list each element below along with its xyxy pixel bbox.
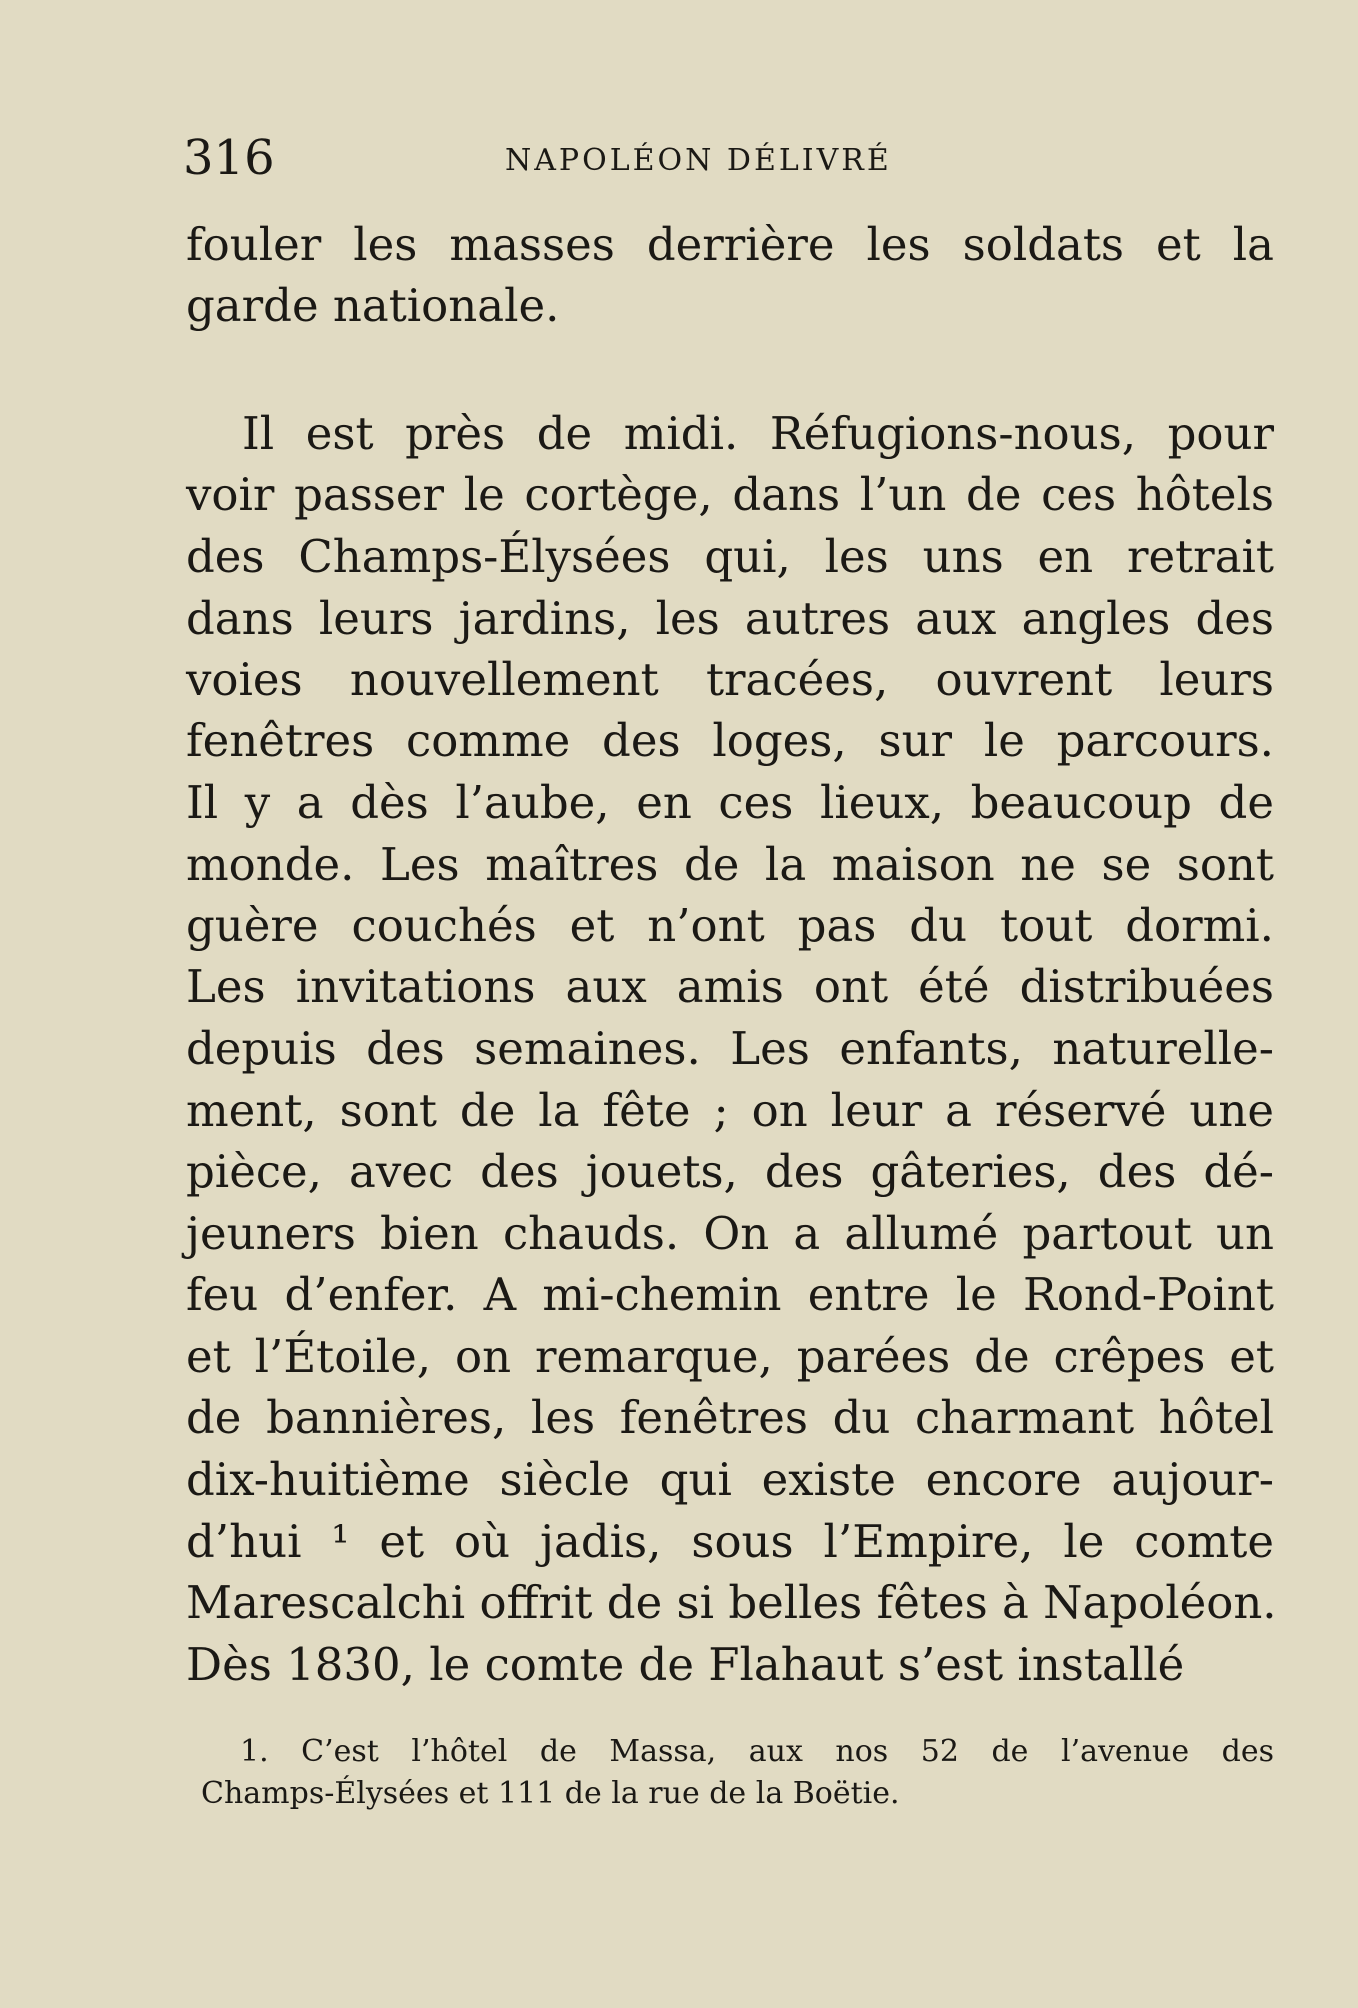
- text-line: de bannières, les fenêtres du charmant hôtel: [186, 1391, 1274, 1444]
- text-line: feu d’enfer. A mi-chemin entre le Rond-Point: [186, 1268, 1274, 1321]
- text-line: Il est près de midi. Réfugions-nous, pour: [242, 407, 1274, 460]
- text-line: d’hui ¹ et où jadis, sous l’Empire, le comte: [186, 1515, 1274, 1568]
- text-line: Marescalchi offrit de si belles fêtes à Napoléon.: [186, 1576, 1277, 1629]
- footnote-line: Champs-Élysées et 111 de la rue de la Boëtie.: [201, 1776, 900, 1811]
- text-line: ment, sont de la fête ; on leur a réservé une: [186, 1084, 1274, 1137]
- text-line: des Champs-Élysées qui, les uns en retrait: [186, 530, 1274, 583]
- text-line: guère couchés et n’ont pas du tout dormi.: [186, 899, 1274, 952]
- text-line: Les invitations aux amis ont été distribuées: [186, 960, 1274, 1013]
- page-header: [183, 123, 1270, 193]
- footnote-line: 1. C’est l’hôtel de Massa, aux nos 52 de l’avenue des: [240, 1734, 1274, 1769]
- text-line: fenêtres comme des loges, sur le parcours.: [186, 714, 1274, 767]
- text-line: jeuners bien chauds. On a allumé partout un: [186, 1207, 1274, 1260]
- page-number: 316: [183, 130, 275, 186]
- text-line: depuis des semaines. Les enfants, naturelle-: [186, 1022, 1274, 1075]
- text-line: voies nouvellement tracées, ouvrent leurs: [186, 653, 1274, 706]
- text-line: dans leurs jardins, les autres aux angles des: [186, 592, 1274, 645]
- text-line: fouler les masses derrière les soldats et la: [186, 218, 1274, 271]
- text-line: voir passer le cortège, dans l’un de ces hôtels: [186, 468, 1274, 521]
- text-line: garde nationale.: [186, 279, 560, 332]
- text-line: Il y a dès l’aube, en ces lieux, beaucoup de: [186, 776, 1274, 829]
- text-line: pièce, avec des jouets, des gâteries, des dé-: [186, 1145, 1274, 1198]
- text-line: dix-huitième siècle qui existe encore aujour-: [186, 1453, 1274, 1506]
- text-line: Dès 1830, le comte de Flahaut s’est installé: [186, 1638, 1185, 1691]
- text-line: et l’Étoile, on remarque, parées de crêpes et: [186, 1330, 1274, 1383]
- running-title: NAPOLÉON DÉLIVRÉ: [505, 143, 892, 178]
- text-line: monde. Les maîtres de la maison ne se sont: [186, 838, 1274, 891]
